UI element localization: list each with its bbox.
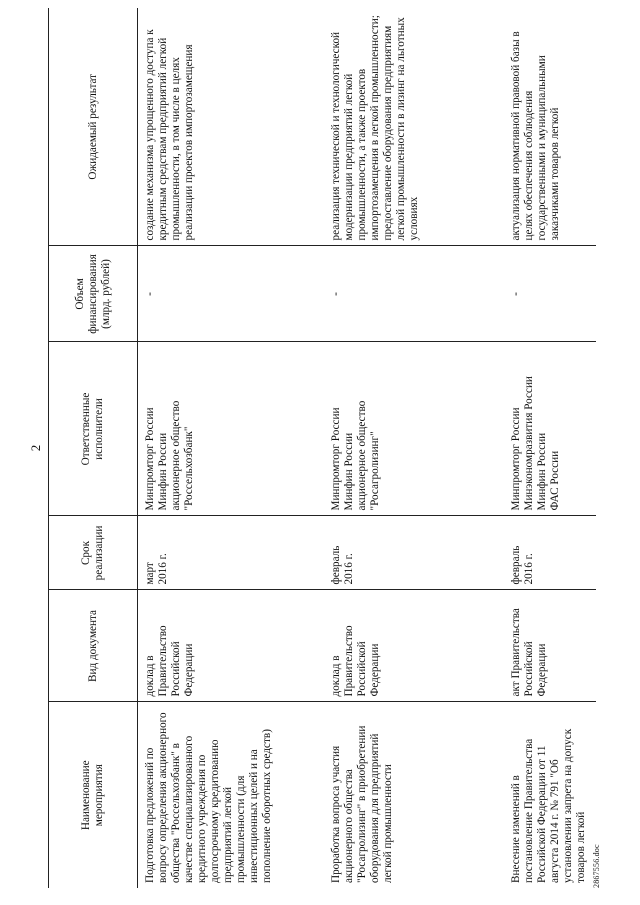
cell-funding: -: [324, 246, 504, 342]
cell-document-type: доклад в Правительство Российской Федерации: [138, 590, 324, 702]
table-row: [138, 8, 324, 888]
rotated-page: [20, 8, 620, 888]
header-expected-result: Ожидаемый результат: [49, 8, 138, 246]
header-funding: Объем финансирования (млрд. рублей): [49, 246, 138, 342]
table-header-row: [49, 8, 138, 888]
footer-filename: 2867556.doc: [592, 844, 601, 888]
cell-expected-result: реализация технической и технологической модернизации предприятий легкой промышленности, а также проектов импортозамещения в легкой промышленности; предоставление оборудования предприятиям легкой промышленности в лизинг на льготных условиях: [324, 8, 504, 246]
table-row: [324, 8, 504, 888]
cell-term: февраль 2016 г.: [324, 516, 504, 590]
header-measure-name: Наименование мероприятия: [49, 702, 138, 888]
cell-expected-result: актуализация нормативной правовой базы в целях обеспечения соблюдения государственными и муниципальными заказчиками товаров легкой: [504, 8, 596, 246]
cell-term: февраль 2016 г.: [504, 516, 596, 590]
cell-executors: Минпромторг России Минфин России акционерное общество "Россельхозбанк": [138, 342, 324, 516]
header-document-type: Вид документа: [49, 590, 138, 702]
header-executors: Ответственные исполнители: [49, 342, 138, 516]
cell-executors: Минпромторг России Минфин России акционерное общество "Росагролизинг": [324, 342, 504, 516]
cell-document-type: доклад в Правительство Российской Федерации: [324, 590, 504, 702]
cell-measure-name: Внесение изменений в постановление Правительства Российской Федерации от 11 августа 2014 г. № 791 "Об установлении запрета на допуск товаров легкой: [509, 728, 587, 883]
table-row: [504, 8, 596, 888]
page-number: 2: [28, 444, 43, 452]
cell-expected-result: создание механизма упрощенного доступа к кредитным средствам предприятий легкой промышленности, в том числе в целях реализации проектов импортозамещения: [138, 8, 324, 246]
cell-measure-name: Подготовка предложений по вопросу определения акционерного общества "Россельхозбанк" в качестве специализированного кредитного учреждения по долгосрочному кредитованию предприятий легкой промышленности (для инвестиционных целей и на пополнение оборотных средств): [144, 712, 273, 883]
cell-measure-name: Проработка вопроса участия акционерного общества "Росагролизинг" в приобретении оборудования для предприятий легкой промышленности: [329, 725, 394, 883]
cell-funding: -: [138, 246, 324, 342]
measures-table: [48, 8, 596, 888]
cell-funding: -: [504, 246, 596, 342]
cell-executors: Минпромторг России Минэкономразвития России Минфин России ФАС России: [504, 342, 596, 516]
cell-term: март 2016 г.: [138, 516, 324, 590]
cell-document-type: акт Правительства Российской Федерации: [504, 590, 596, 702]
header-term: Срок реализации: [49, 516, 138, 590]
